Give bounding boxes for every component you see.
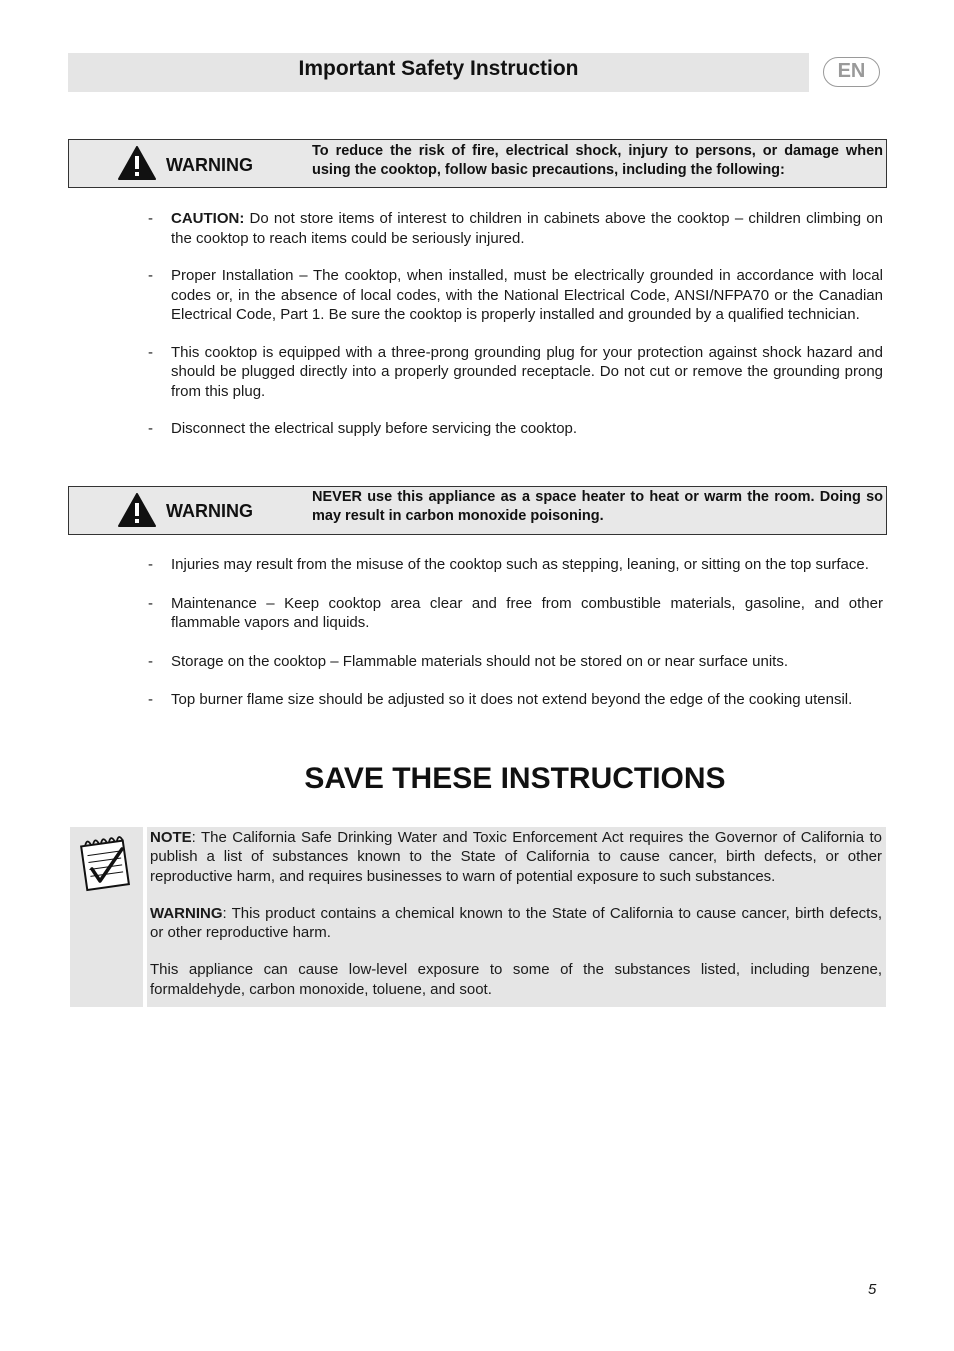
list-item: - Storage on the cooktop – Flammable materials should not be stored on or near surface units. [148,652,789,670]
warning-text: NEVER use this appliance as a space heater to heat or warm the room. Doing so may result in carbon monoxide poisoning. [312,489,883,524]
list-item: - CAUTION: Do not store items of interest to children in cabinets above the cooktop – children climbing on the cooktop to reach items could be seriously injured. [148,210,883,247]
warning-box [68,486,887,535]
exposure-paragraph: This appliance can cause low-level exposure to some of the substances listed, including benzene, formaldehyde, carbon monoxide, toluene, and soot. [150,961,882,998]
list-item: - Proper Installation – The cooktop, when installed, must be electrically grounded in accordance with local codes or, in the absence of local codes, with the National Electrical Code, ANSI/NFPA70 or the Canadian Electrical Code, Part 1. Be sure the cooktop is properly installed and grounded by a qualified technician. [148,267,883,323]
warning-box [68,139,887,188]
warning-paragraph: WARNING: This product contains a chemical known to the State of California to cause cancer, birth defects, or other reproductive harm. [150,904,882,942]
note-icon-panel [70,827,143,1007]
notepad-check-icon [78,833,136,893]
warning-label: WARNING [166,155,253,175]
list-item: - This cooktop is equipped with a three-prong grounding plug for your protection against shock hazard and should be plugged directly into a properly grounded receptacle. Do not cut or remove the grounding prong from this plug. [148,343,883,400]
list-item: - Maintenance – Keep cooktop area clear and free from combustible materials, gasoline, and other flammable vapors and liquids. [148,594,883,631]
list-item: - Disconnect the electrical supply before servicing the cooktop. [148,420,578,437]
warning-label: WARNING [166,501,253,521]
warning-triangle-icon [118,493,156,527]
precautions-list [148,209,883,439]
list-item: - Top burner flame size should be adjusted so it does not extend beyond the edge of the cooking utensil. [148,691,853,708]
california-note [147,827,886,1007]
page-number: 5 [868,1281,877,1298]
save-instructions-heading: SAVE THESE INSTRUCTIONS [304,762,726,795]
page-title: Important Safety Instruction [298,57,579,80]
warning-text: To reduce the risk of fire, electrical shock, injury to persons, or damage when using the cooktop, follow basic precautions, including the following: [312,143,883,178]
misuse-list [148,555,883,710]
section-header [68,53,809,92]
warning-triangle-icon [118,146,156,180]
note-paragraph: NOTE: The California Safe Drinking Water and Toxic Enforcement Act requires the Governor of California to publish a list of substances known to the State of California to cause cancer, birth defects, or other reproductive harm, and requires businesses to warn of potential exposure to such substances. [150,829,882,885]
list-item: - Injuries may result from the misuse of the cooktop such as stepping, leaning, or sitting on the top surface. [148,556,869,573]
language-badge: EN [823,57,880,87]
